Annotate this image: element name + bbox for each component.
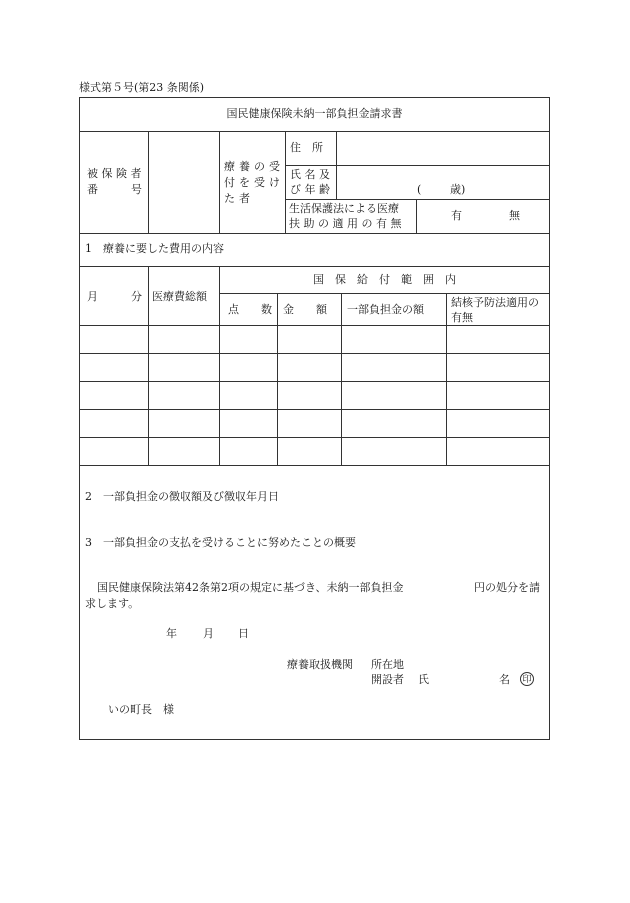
divider xyxy=(219,293,550,294)
name-label: 氏 xyxy=(418,673,429,686)
seal-mark: 印 xyxy=(520,672,534,686)
divider xyxy=(79,409,550,410)
date-year: 年 xyxy=(166,627,177,640)
page-title: 国民健康保険未納一部負担金請求書 xyxy=(226,107,403,120)
divider xyxy=(148,266,149,465)
institution-label: 療養取扱機関 xyxy=(287,658,353,671)
divider xyxy=(285,199,550,200)
divider xyxy=(79,233,550,234)
welfare-yes: 有 xyxy=(451,209,462,222)
form-label: 様式第５号(第23 条関係) xyxy=(79,81,205,94)
addressee: いの町長 様 xyxy=(108,703,174,716)
request-text: 円の処分を請 xyxy=(474,581,540,594)
recipient-label: た者 xyxy=(224,192,254,205)
request-text: 求します。 xyxy=(85,597,140,610)
date-month: 月 xyxy=(203,627,214,640)
location-label: 所在地 xyxy=(371,658,404,671)
col-tb: 有無 xyxy=(451,311,473,324)
divider xyxy=(79,131,550,132)
welfare-no: 無 xyxy=(509,209,520,222)
founder-label: 開設者 xyxy=(371,673,404,686)
divider xyxy=(79,437,550,438)
col-amount: 金 額 xyxy=(283,303,327,316)
divider xyxy=(219,131,220,233)
welfare-label: 生活保護法による医療 xyxy=(289,202,399,215)
divider xyxy=(446,293,447,465)
divider xyxy=(79,465,550,466)
age-open-paren: ( xyxy=(417,183,422,196)
address-label: 住 所 xyxy=(290,141,323,154)
col-month: 月 分 xyxy=(87,290,142,303)
recipient-label: 付を受け xyxy=(224,176,284,189)
divider xyxy=(79,325,550,326)
name-label: 名 xyxy=(499,673,510,686)
age-suffix: 歳) xyxy=(450,183,466,196)
divider xyxy=(219,266,220,465)
name-age-label: び 年 齢 xyxy=(290,183,330,196)
divider xyxy=(148,131,149,233)
divider xyxy=(79,353,550,354)
section-heading: 2 一部負担金の徴収額及び徴収年月日 xyxy=(85,490,279,503)
insured-number-label: 被 保 険 者 xyxy=(87,167,142,180)
col-tb: 結核予防法適用の xyxy=(451,296,539,309)
divider xyxy=(285,165,550,166)
divider xyxy=(341,293,342,465)
divider xyxy=(277,293,278,465)
divider xyxy=(79,266,550,267)
col-scope: 国 保 給 付 範 囲 内 xyxy=(313,273,456,286)
divider xyxy=(416,199,417,233)
request-text: 国民健康保険法第42条第2項の規定に基づき、未納一部負担金 xyxy=(97,581,404,594)
date-day: 日 xyxy=(238,627,249,640)
col-points: 点 数 xyxy=(228,303,272,316)
col-copay: 一部負担金の額 xyxy=(347,303,424,316)
welfare-label: 扶 助 の 適 用 の 有 無 xyxy=(289,217,402,230)
recipient-label: 療養の受 xyxy=(224,160,284,173)
divider xyxy=(336,131,337,199)
section-heading: 3 一部負担金の支払を受けることに努めたことの概要 xyxy=(85,536,356,549)
insured-number-label: 番 号 xyxy=(87,183,142,196)
col-total: 医療費総額 xyxy=(152,290,207,303)
divider xyxy=(285,131,286,233)
name-age-label: 氏 名 及 xyxy=(290,168,330,181)
section-heading: 1 療養に要した費用の内容 xyxy=(85,242,224,255)
divider xyxy=(79,381,550,382)
